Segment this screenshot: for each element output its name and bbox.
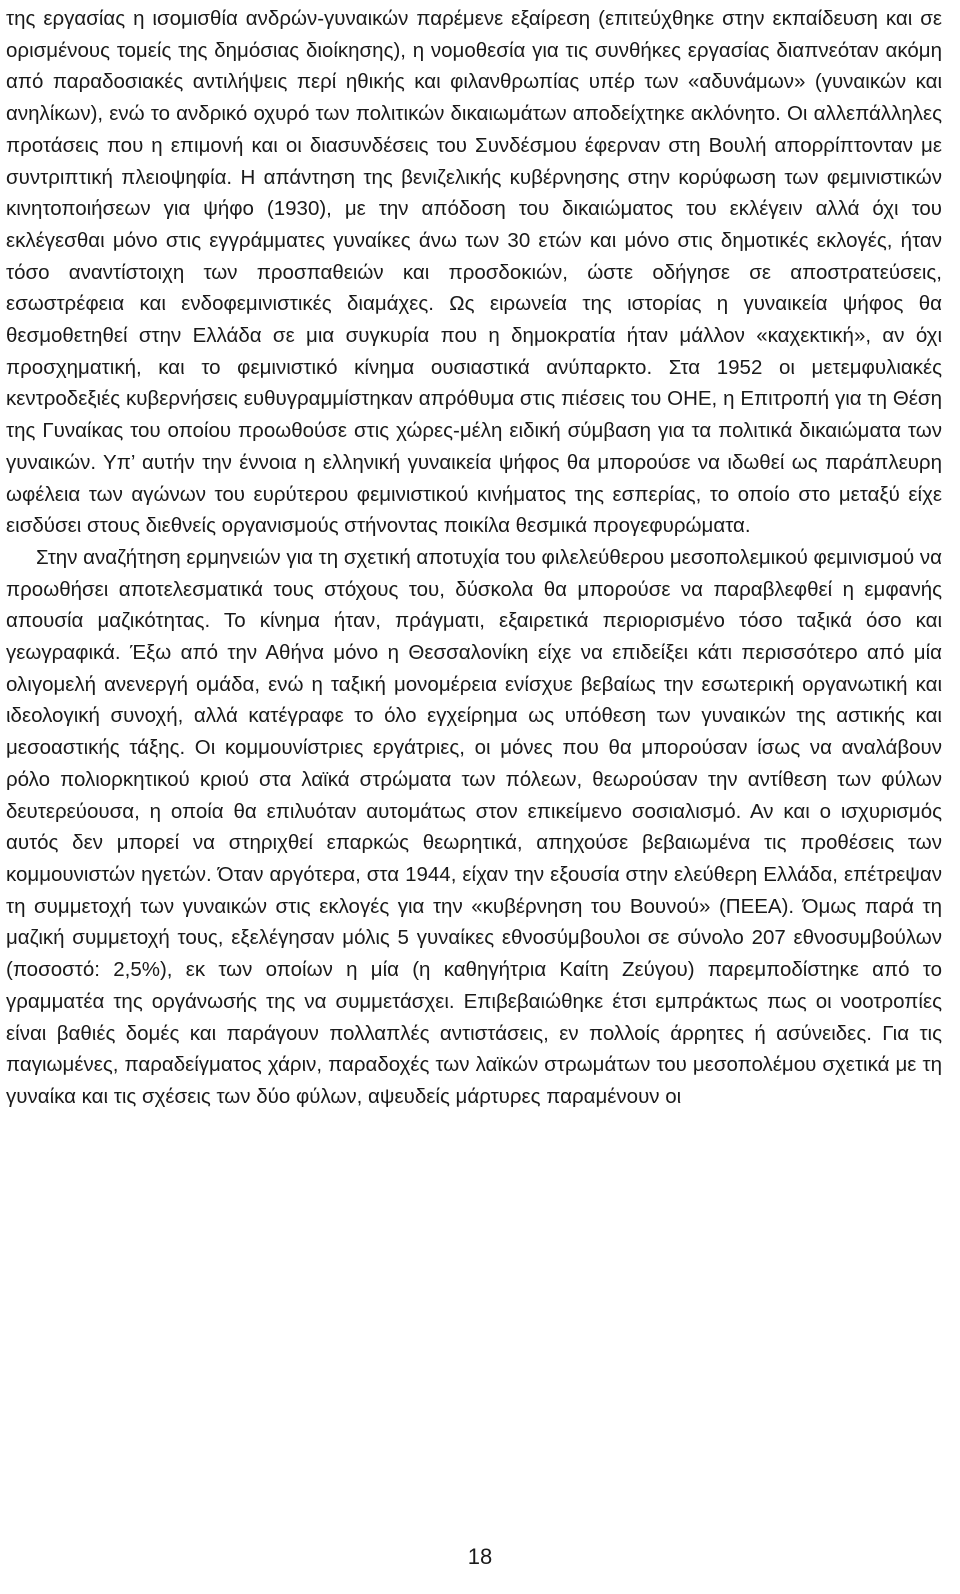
page-number: 18 bbox=[467, 1544, 493, 1569]
page-body bbox=[6, 3, 942, 1113]
paragraph-interpretations: Στην αναζήτηση ερμηνειών για τη σχετική αποτυχία του φιλελεύθερου μεσοπολεμικού φεμινισμού να προωθήσει αποτελεσματικά τους στόχους του, δύσκολα θα μπορούσε να παραβλεφθεί η εμφανής απουσία μαζικότητας. Το κίνημα ήταν, πράγματι, εξαιρετικά περιορισμένο τόσο ταξικά όσο και γεωγραφικά. Έξω από την Αθήνα μόνο η Θεσσαλονίκη είχε να επιδείξει κάτι περισσότερο από μία ολιγομελή ανενεργή ομάδα, ενώ η ταξική μονομέρεια ενίσχυε βεβαίως την εσωτερική οργανωτική και ιδεολογική συνοχή, αλλά κατέγραφε το όλο εγχείρημα ως υπόθεση των γυναικών της αστικής και μεσοαστικής τάξης. Οι κομμουνίστριες εργάτριες, οι μόνες που θα μπορούσαν ίσως να αναλάβουν ρόλο πολιορκητικού κριού στα λαϊκά στρώματα των πόλεων, θεωρούσαν την αντίθεση των φύλων δευτερεύουσα, η οποία θα επιλυόταν αυτομάτως στον επικείμενο σοσιαλισμό. Αν και ο ισχυρισμός αυτός δεν μπορεί να στηριχθεί επαρκώς θεωρητικά, απηχούσε βεβαιωμένα τις προθέσεις των κομμουνιστών ηγετών. Όταν αργότερα, στα 1944, είχαν την εξουσία στην ελεύθερη Ελλάδα, επέτρεψαν τη συμμετοχή των γυναικών στις εκλογές για την «κυβέρνηση του Βουνού» (ΠΕΕΑ). Όμως παρά τη μαζική συμμετοχή τους, εξελέγησαν μόλις 5 γυναίκες εθνοσύμβουλοι σε σύνολο 207 εθνοσυμβούλων (ποσοστό: 2,5%), εκ των οποίων η μία (η καθηγήτρια Καίτη Ζεύγου) παρεμποδίστηκε από το γραμματέα της οργάνωσής της να συμμετάσχει. Επιβεβαιώθηκε έτσι εμπράκτως πως οι νοοτροπίες είναι βαθιές δομές και παράγουν πολλαπλές αντιστάσεις, εν πολλοίς άρρητες ή ασύνειδες. Για τις παγιωμένες, παραδείγματος χάριν, παραδοχές των λαϊκών στρωμάτων του μεσοπολέμου σχετικά με τη γυναίκα και τις σχέσεις των δύο φύλων, αψευδείς μάρτυρες παραμένουν οι bbox=[6, 545, 942, 1108]
paragraph-continued: της εργασίας η ισομισθία ανδρών-γυναικών παρέμενε εξαίρεση (επιτεύχθηκε στην εκπαίδευση και σε ορισμένους τομείς της δημόσιας διοίκησης), η νομοθεσία για τις συνθήκες εργασίας διαπνεόταν ακόμη από παραδοσιακές αντιλήψεις περί ηθικής και φιλανθρωπίας υπέρ των «αδυνάμων» (γυναικών και ανηλίκων), ενώ το ανδρικό οχυρό των πολιτικών δικαιωμάτων αποδείχτηκε ακλόνητο. Οι αλλεπάλληλες προτάσεις που η επιμονή και οι διασυνδέσεις του Συνδέσμου έφερναν στη Βουλή απορρίπτονταν με συντριπτική πλειοψηφία. Η απάντηση της βενιζελικής κυβέρνησης στην κορύφωση των φεμινιστικών κινητοποιήσεων για ψήφο (1930), με την απόδοση του δικαιώματος του εκλέγειν αλλά όχι του εκλέγεσθαι μόνο στις εγγράμματες γυναίκες άνω των 30 ετών και μόνο στις δημοτικές εκλογές, ήταν τόσο αναντίστοιχη των προσπαθειών και προσδοκιών, ώστε οδήγησε σε αποστρατεύσεις, εσωστρέφεια και ενδοφεμινιστικές διαμάχες. Ως ειρωνεία της ιστορίας η γυναικεία ψήφος θα θεσμοθετηθεί στην Ελλάδα σε μια συγκυρία που η δημοκρατία ήταν μάλλον «καχεκτική», αν όχι προσχηματική, και το φεμινιστικό κίνημα ουσιαστικά ανύπαρκτο. Στα 1952 οι μετεμφυλιακές κεντροδεξιές κυβερνήσεις ευθυγραμμίστηκαν απρόθυμα στις πιέσεις του ΟΗΕ, η Επιτροπή για τη Θέση της Γυναίκας του οποίου προωθούσε στις χώρες-μέλη ειδική σύμβαση για τα πολιτικά δικαιώματα των γυναικών. Υπ’ αυτήν την έννοια η ελληνική γυναικεία ψήφος θα μπορούσε να ιδωθεί ως παράπλευρη ωφέλεια των αγώνων του ευρύτερου φεμινιστικού κινήματος της εσπερίας, το οποίο στο μεταξύ είχε εισδύσει στους διεθνείς οργανισμούς στήνοντας ποικίλα θεσμικά προγεφυρώματα. bbox=[6, 7, 942, 538]
